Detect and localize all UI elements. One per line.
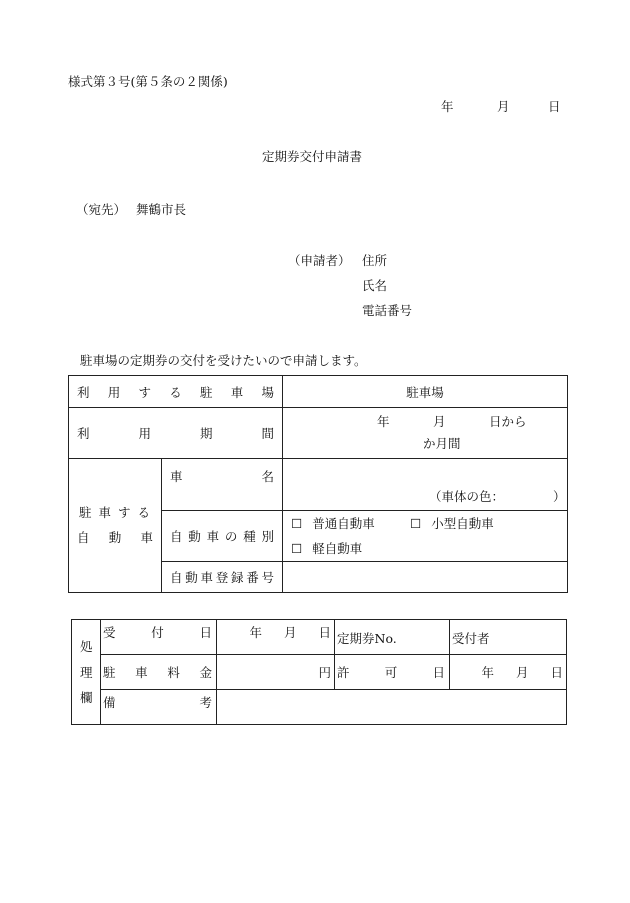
received-label-cell: [101, 620, 217, 655]
addressee-label: （宛先）: [76, 202, 127, 217]
vehicle-group-line2: 自 動 車: [77, 530, 153, 545]
remarks-label: 備 考: [103, 695, 212, 710]
option-kei[interactable]: ☐ 軽自動車: [291, 541, 363, 556]
period-label: 利 用 期 間: [77, 426, 275, 441]
parking-value: 駐車場: [406, 384, 444, 400]
permit-date: 年 月 日: [481, 665, 563, 680]
remarks-label-cell: [101, 690, 217, 725]
vehicle-type-label: 自 動 車 の 種 別: [170, 529, 274, 544]
date-month-label: 月: [497, 99, 510, 114]
vehicle-type-options-cell: [283, 511, 568, 562]
car-name-label-cell: [162, 459, 283, 511]
permit-label-cell: [335, 655, 450, 690]
permit-date-cell[interactable]: [450, 655, 567, 690]
applicant-name-label: 氏名: [362, 278, 388, 293]
car-name-value-cell[interactable]: [283, 459, 568, 511]
date-day-label: 日: [548, 99, 561, 114]
application-table: [68, 375, 568, 593]
checkbox-icon[interactable]: ☐: [291, 541, 303, 556]
parking-label-cell: [69, 376, 283, 408]
car-color-close: ）: [553, 489, 566, 504]
fee-unit: 円: [318, 665, 331, 680]
permit-label: 許 可 日: [337, 665, 445, 680]
parking-value-cell[interactable]: [283, 376, 568, 408]
addressee-name: 舞鶴市長: [136, 202, 187, 217]
car-name-label: 車 名: [170, 468, 275, 484]
pass-no-label: 定期券No.: [337, 631, 397, 646]
period-month: 月: [433, 414, 446, 429]
processing-char-2: 理: [80, 665, 93, 680]
registration-label: 自 動 車 登 録 番 号: [170, 570, 275, 585]
registration-value-cell[interactable]: [283, 562, 568, 593]
fee-label: 駐 車 料 金: [103, 665, 212, 680]
processing-char-3: 欄: [80, 690, 93, 705]
processing-table: [71, 619, 567, 725]
option-small[interactable]: ☐ 小型自動車: [410, 516, 494, 531]
fee-value-cell[interactable]: [217, 655, 335, 690]
received-date-cell[interactable]: [217, 620, 335, 655]
period-label-cell: [69, 408, 283, 459]
checkbox-icon[interactable]: ☐: [410, 516, 422, 531]
document-title: 定期券交付申請書: [262, 149, 363, 164]
period-value-cell[interactable]: [283, 408, 568, 459]
period-months: か月間: [423, 436, 461, 451]
received-date: 年 月 日: [249, 625, 331, 640]
processing-char-1: 処: [80, 639, 93, 654]
applicant-phone-label: 電話番号: [362, 303, 413, 318]
period-from: 日から: [489, 414, 527, 429]
received-label: 受 付 日: [103, 625, 212, 640]
vehicle-group-cell: [69, 459, 162, 593]
receiver-cell[interactable]: [450, 620, 567, 655]
receiver-label: 受付者: [452, 631, 490, 646]
pass-no-cell[interactable]: [335, 620, 450, 655]
form-number: 様式第３号(第５条の２関係): [68, 74, 228, 89]
vehicle-group-line1: 駐車する: [79, 505, 158, 520]
processing-group-cell: [72, 620, 101, 725]
remarks-value-cell[interactable]: [217, 690, 567, 725]
intro-text: 駐車場の定期券の交付を受けたいので申請します。: [80, 353, 367, 368]
parking-label: 利 用 す る 駐 車 場: [77, 384, 275, 400]
car-color-label: （車体の色：: [429, 489, 505, 504]
vehicle-type-label-cell: [162, 511, 283, 562]
applicant-address-label: 住所: [362, 253, 388, 268]
period-year: 年: [377, 414, 390, 429]
registration-label-cell: [162, 562, 283, 593]
applicant-label: （申請者）: [288, 253, 351, 268]
option-regular[interactable]: ☐ 普通自動車: [291, 516, 375, 531]
checkbox-icon[interactable]: ☐: [291, 516, 303, 531]
fee-label-cell: [101, 655, 217, 690]
date-year-label: 年: [441, 99, 454, 114]
